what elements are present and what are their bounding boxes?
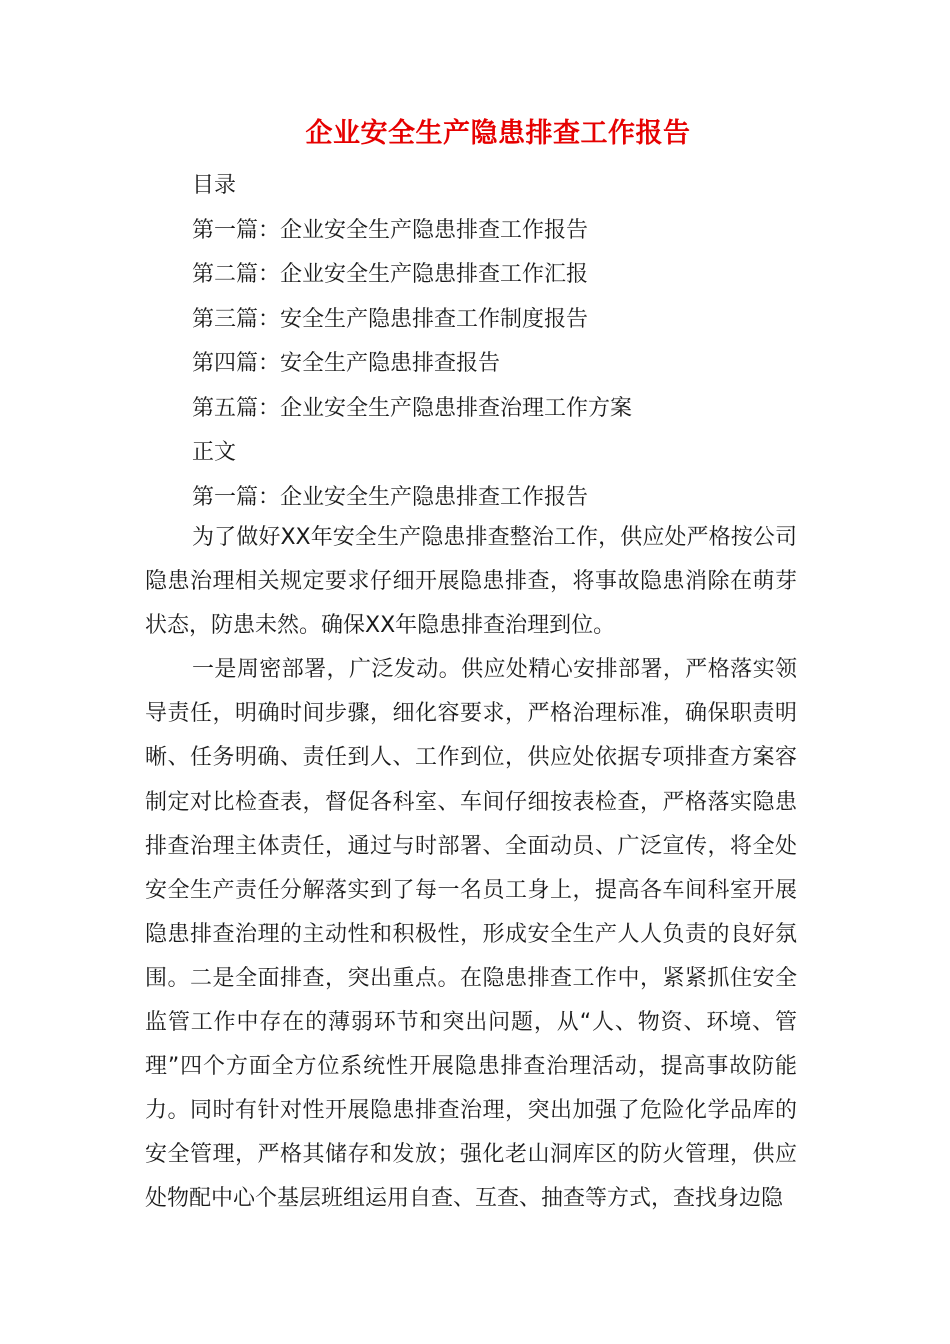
toc-item: 第三篇：安全生产隐患排查工作制度报告 [192, 306, 589, 332]
toc-item: 第二篇：企业安全生产隐患排查工作汇报 [192, 262, 589, 287]
toc-item: 第一篇：企业安全生产隐患排查工作报告 [192, 217, 589, 243]
toc-item: 第五篇：企业安全生产隐患排查治理工作方案 [192, 395, 633, 421]
article-body [145, 516, 797, 1222]
toc-item: 第四篇：安全生产隐患排查报告 [192, 351, 501, 376]
body-heading: 正文 [192, 440, 237, 465]
toc-heading: 目录 [192, 173, 237, 198]
paragraph: 为了做好XX年安全生产隐患排查整治工作，供应处严格按公司隐患治理相关规定要求仔细开展隐患排查，将事故隐患消除在萌芽状态，防患未然。确保XX年隐患排查治理到位。 [145, 525, 797, 639]
document-title: 企业安全生产隐患排查工作报告 [305, 118, 691, 149]
first-article-heading: 第一篇：企业安全生产隐患排查工作报告 [192, 484, 589, 510]
paragraph: 一是周密部署，广泛发动。供应处精心安排部署，严格落实领导责任，明确时间步骤，细化容要求，严格治理标准，确保职责明晰、任务明确、责任到人、工作到位，供应处依据专项排查方案容制定对比检查表，督促各科室、车间仔细按表检查，严格落实隐患排查治理主体责任，通过与时部署、全面动员、广泛宣传，将全处安全生产责任分解落实到了每一名员工身上，提高各车间科室开展隐患排查治理的主动性和积极性，形成安全生产人人负责的良好氛围。二是全面排查，突出重点。在隐患排查工作中，紧紧抓住安全监管工作中存在的薄弱环节和突出问题，从“人、物资、环境、管理”四个方面全方位系统性开展隐患排查治理活动，提高事故防能力。同时有针对性开展隐患排查治理，突出加强了危险化学品库的安全管理，严格其储存和发放；强化老山洞库区的防火管理，供应处物配中心个基层班组运用自查、互查、抽查等方式，查找身边隐 [145, 657, 797, 1212]
table-of-contents [192, 164, 832, 520]
